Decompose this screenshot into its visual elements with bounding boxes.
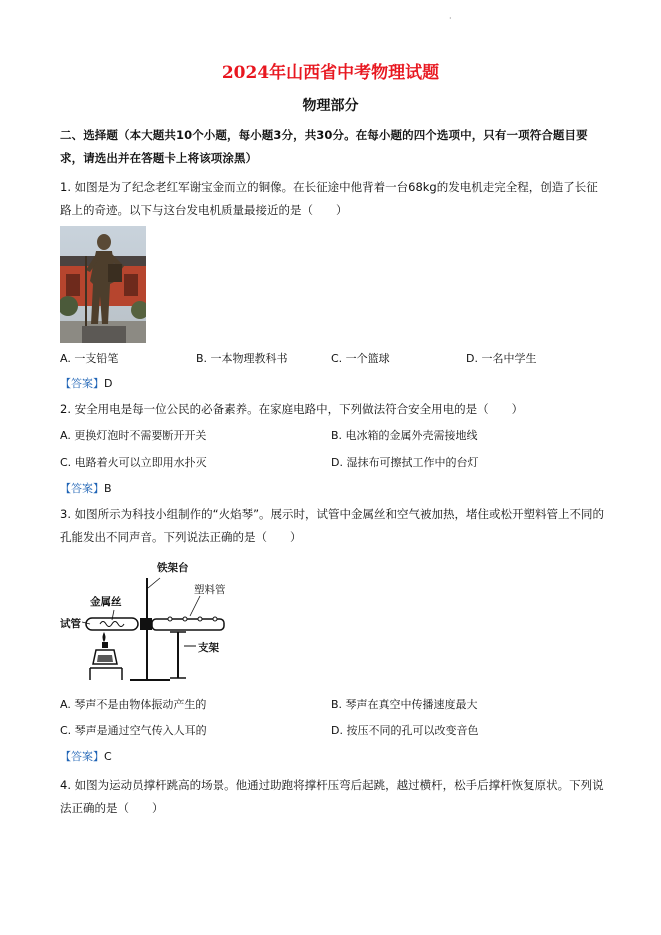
question-1-answer (60, 376, 112, 392)
question-2-option-a: A. 更换灯泡时不需要断开开关 (60, 429, 207, 442)
question-2-option-b: B. 电冰箱的金属外壳需接地线 (331, 429, 478, 442)
flame-harp-diagram (60, 560, 235, 685)
answer-label: 【答案】 (60, 750, 104, 763)
answer-value: B (104, 482, 112, 495)
question-2-stem: 2. 安全用电是每一位公民的必备素养。在家庭电路中，下列做法符合安全用电的是（ ） (60, 402, 524, 416)
question-3-answer (60, 749, 112, 765)
question-2-option-d: D. 湿抹布可擦拭工作中的台灯 (331, 456, 479, 469)
label-iron-stand: 铁架台 (157, 562, 189, 574)
label-test-tube: 试管 (60, 618, 81, 630)
question-1-option-d: D. 一名中学生 (466, 352, 537, 365)
question-1-option-c: C. 一个篮球 (331, 352, 390, 365)
question-3-option-a: A. 琴声不是由物体振动产生的 (60, 698, 207, 711)
question-1-option-b: B. 一本物理教科书 (196, 352, 288, 365)
label-metal-wire: 金属丝 (90, 596, 122, 608)
header-dot: · (449, 14, 452, 23)
question-2-answer (60, 481, 112, 497)
question-3-option-c: C. 琴声是通过空气传入人耳的 (60, 724, 207, 737)
label-plastic-tube: 塑料管 (194, 584, 226, 596)
section-heading: 二、选择题（本大题共10个小题，每小题3分，共30分。在每小题的四个选项中，只有一项符合题目要求，请选出并在答题卡上将该项涂黑） (60, 128, 588, 165)
question-1-option-a: A. 一支铅笔 (60, 352, 119, 365)
label-support: 支架 (198, 642, 219, 654)
answer-value: D (104, 377, 113, 390)
question-4-stem: 4. 如图为运动员撑杆跳高的场景。他通过助跑将撑杆压弯后起跳，越过横杆，松手后撑杆恢复原状。下列说法正确的是（ ） (60, 778, 604, 815)
bronze-statue-image (60, 226, 146, 343)
answer-value: C (104, 750, 112, 763)
page-title: 2024年山西省中考物理试题 (221, 63, 440, 83)
page-subtitle: 物理部分 (302, 98, 359, 114)
question-1-stem: 1. 如图是为了纪念老红军谢宝金而立的铜像。在长征途中他背着一台68kg的发电机走完全程，创造了长征路上的奇迹。以下与这台发电机质量最接近的是（ ） (60, 180, 598, 217)
question-3-option-d: D. 按压不同的孔可以改变音色 (331, 724, 479, 737)
question-3-option-b: B. 琴声在真空中传播速度最大 (331, 698, 478, 711)
answer-label: 【答案】 (60, 482, 104, 495)
question-3-stem: 3. 如图所示为科技小组制作的“火焰琴”。展示时，试管中金属丝和空气被加热，堵住或松开塑料管上不同的孔能发出不同声音。下列说法正确的是（ ） (60, 507, 605, 544)
question-2-option-c: C. 电路着火可以立即用水扑灭 (60, 456, 207, 469)
answer-label: 【答案】 (60, 377, 104, 390)
